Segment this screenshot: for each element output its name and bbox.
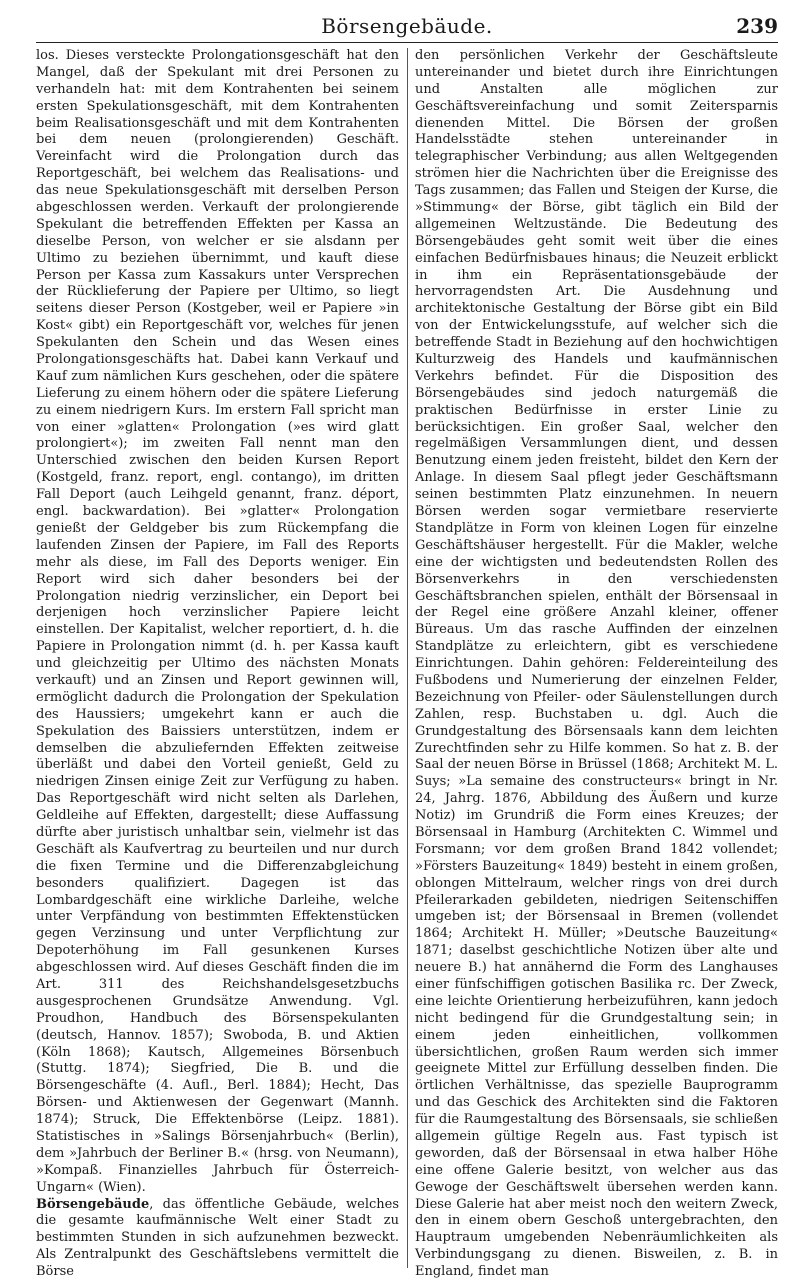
paragraph-boersensaal: den persönlichen Verkehr der Geschäftsleute untereinander und bietet durch ihre Einrichtungen und Anstalten alle möglichen zur Geschäftsvereinfachung und somit Zeitersparnis dienenden Mittel. Die Börsen der großen Handelsstädte stehen untereinander in telegraphischer Verbindung; aus allen Weltgegenden strömen hier die Nachrichten über die Ereignisse des Tags zusammen; das Fallen und Steigen der Kurse, die »Stimmung« der Börse, gibt täglich ein Bild der allgemeinen Weltzustände. Die Bedeutung des Börsengebäudes geht somit weit über die eines einfachen Bedürfnisbaues hinaus; die Neuzeit erblickt in ihm ein Repräsentationsgebäude der hervorragendsten Art. Die Ausdehnung und architektonische Gestaltung der Börse gibt ein Bild von der Entwickelungsstufe, auf welcher sich die betreffende Stadt in Beziehung auf den hochwichtigen Kulturzweig des Handels und kaufmännischen Verkehrs befindet. Für die Disposition des Börsengebäudes sind jedoch naturgemäß die praktischen Bedürfnisse in erster Linie zu berücksichtigen. Ein großer Saal, welcher den regelmäßigen Versammlungen dient, und dessen Benutzung einem jeden freisteht, bildet den Kern der Anlage. In diesem Saal pflegt jeder Geschäftsmann seinen bestimmten Platz einzunehmen. In neuern Börsen werden sogar vermietbare reservierte Standplätze in Form von kleinen Logen für einzelne Geschäftshäuser hergestellt. Für die Makler, welche eine der wichtigsten und bedeutendsten Rollen des Börsenverkehrs in den verschiedensten Geschäftsbranchen spielen, enthält der Börsensaal in der Regel eine größere Anzahl kleiner, offener Büreaus. Um das rasche Auffinden der einzelnen Standplätze zu erleichtern, gibt es verschiedene Einrichtungen. Dahin gehören: Feldereinteilung des Fußbodens und Numerierung der einzelnen Felder, Bezeichnung von Pfeiler- oder Säulenstellungen durch Zahlen, resp. Buchstaben u. dgl. Auch die Grundgestaltung des Börsensaals kann dem leichten Zurechtfinden sehr zu Hilfe kommen. So hat z. B. der Saal der neuen Börse in Brüssel (1868; Architekt M. L. Suys; »La semaine des constructeurs« bringt in Nr. 24, Jahrg. 1876, Abbildung des Äußern und kurze Notiz) im Grundriß die Form eines Kreuzes; der Börsensaal in Hamburg (Architekten C. Wimmel und Forsmann; vor dem großen Brand 1842 vollendet; »Försters Bauzeitung« 1849) besteht in einem großen, oblongen Mittelraum, welcher rings von drei durch Pfeilerarkaden gebildeten, niedrigen Seitenschiffen umgeben ist; der Börsensaal in Bremen (vollendet 1864; Architekt H. Müller; »Deutsche Bauzeitung« 1871; daselbst geschichtliche Notizen über alte und neuere B.) hat annähernd die Form des Langhauses einer fünfschiffigen gotischen Basilika rc. Der Zweck, eine leichte Orientierung herbeizuführen, kann jedoch nicht bedingend für die Grundgestaltung sein; in einem jeden einheitlichen, vollkommen übersichtlichen, großen Raum werden sich immer geeignete Mittel zur Erfüllung desselben finden. Die örtlichen Verhältnisse, das spezielle Bauprogramm und das Geschick des Architekten sind die Faktoren für die Raumgestaltung des Börsensaals, sie schließen allgemein gültige Regeln aus. Fast typisch ist geworden, daß der Börsensaal in etwa halber Höhe eine offene Galerie besitzt, von welcher aus das Gewoge der Geschäftswelt übersehen werden kann. Diese Galerie hat aber meist noch den weitern Zweck, den in einem obern Geschoß untergebrachten, den Hauptraum umgebenden Nebenräumlichkeiten als Verbindungsgang zu dienen. Bisweilen, z. B. in England, findet man xyxy=(415,48,778,1280)
lemma-boersengebaeude: Börsengebäude xyxy=(36,1196,150,1212)
left-column xyxy=(36,48,399,1280)
page-number: 239 xyxy=(736,14,778,38)
running-head-title: Börsengebäude. xyxy=(321,14,493,38)
lemma-definition: , das öffentliche Gebäude, welches die gesamte kaufmännische Welt einer Stadt zu bestimmten Stunden in sich aufzunehmen bezweckt. Als Zentralpunkt des Geschäftslebens vermittelt die Börse xyxy=(36,1196,399,1280)
page-header xyxy=(36,10,778,43)
right-column xyxy=(415,48,778,1280)
two-column-body xyxy=(36,48,778,1280)
paragraph-reportgeschaeft: los. Dieses versteckte Prolongationsgeschäft hat den Mangel, daß der Spekulant mit drei Personen zu verhandeln hat: mit dem Kontrahenten bei seinem ersten Spekulationsgeschäft, mit dem Kontrahenten beim Realisationsgeschäft und mit dem Kontrahenten bei dem neuen (prolongierenden) Geschäft. Vereinfacht wird die Prolongation durch das Reportgeschäft, bei welchem das Realisations- und das neue Spekulationsgeschäft mit derselben Person abgeschlossen werden. Verkauft der prolongierende Spekulant die betreffenden Effekten per Kassa an dieselbe Person, von welcher er sie alsdann per Ultimo zu beziehen übernimmt, und kauft diese Person per Kassa zum Kassakurs unter Versprechen der Rücklieferung der Papiere per Ultimo, so liegt seitens dieser Person (Kostgeber, weil er Papiere »in Kost« gibt) ein Reportgeschäft vor, welches für jenen Spekulanten den Schein und das Wesen eines Prolongationsgeschäfts hat. Dabei kann Verkauf und Kauf zum nämlichen Kurs geschehen, oder die spätere Lieferung zu einem höhern oder die spätere Lieferung zu einem niedrigern Kurs. Im erstern Fall spricht man von einer »glatten« Prolongation (»es wird glatt prolongiert«); im zweiten Fall nennt man den Unterschied zwischen den beiden Kursen Report (Kostgeld, franz. report, engl. contango), im dritten Fall Deport (auch Leihgeld genannt, franz. déport, engl. backwardation). Bei »glatter« Prolongation genießt der Geldgeber bis zum Rückempfang die laufenden Zinsen der Papiere, im Fall des Reports mehr als diese, im Fall des Deports weniger. Ein Report wird sich daher besonders bei der Prolongation niedrig verzinslicher, ein Deport bei derjenigen hoch verzinslicher Papiere leicht einstellen. Der Kapitalist, welcher reportiert, d. h. die Papiere in Prolongation nimmt (d. h. per Kassa kauft und gleichzeitig per Ultimo des nächsten Monats verkauft) und an Zinsen und Report gewinnen will, ermöglicht dadurch die Prolongation der Spekulation des Haussiers; umgekehrt kann er auch die Spekulation des Baissiers unterstützen, indem er demselben die abzuliefernden Effekten zeitweise überläßt und dabei den Vorteil genießt, Geld zu niedrigen Zinsen einige Zeit zur Verfügung zu haben. Das Reportgeschäft wird nicht selten als Darlehen, Geldleihe auf Effekten, dargestellt; diese Auffassung dürfte aber juristisch unhaltbar sein, vielmehr ist das Geschäft als Kaufvertrag zu beurteilen und nur durch die fixen Termine und die Differenzabgleichung besonders qualifiziert. Dagegen ist das Lombardgeschäft eine wirkliche Darleihe, welche unter Verpfändung von bestimmten Effektenstücken gegen Verzinsung und unter Verpflichtung zur Depoterhöhung im Fall gesunkenen Kurses abgeschlossen wird. Auf dieses Geschäft finden die im Art. 311 des Reichshandelsgesetzbuchs ausgesprochenen Grundsätze Anwendung. Vgl. Proudhon, Handbuch des Börsenspekulanten (deutsch, Hannov. 1857); Swoboda, B. und Aktien (Köln 1868); Kautsch, Allgemeines Börsenbuch (Stuttg. 1874); Siegfried, Die B. und die Börsengeschäfte (4. Aufl., Berl. 1884); Hecht, Das Börsen- und Aktienwesen der Gegenwart (Mannh. 1874); Struck, Die Effektenbörse (Leipz. 1881). Statistisches in »Salings Börsenjahrbuch« (Berlin), dem »Jahrbuch der Berliner B.« (hrsg. von Neumann), »Kompaß. Finanzielles Jahrbuch für Österreich-Ungarn« (Wien). xyxy=(36,48,399,1195)
paragraph-boersengebaeude xyxy=(36,1197,399,1281)
column-divider xyxy=(407,48,408,1268)
